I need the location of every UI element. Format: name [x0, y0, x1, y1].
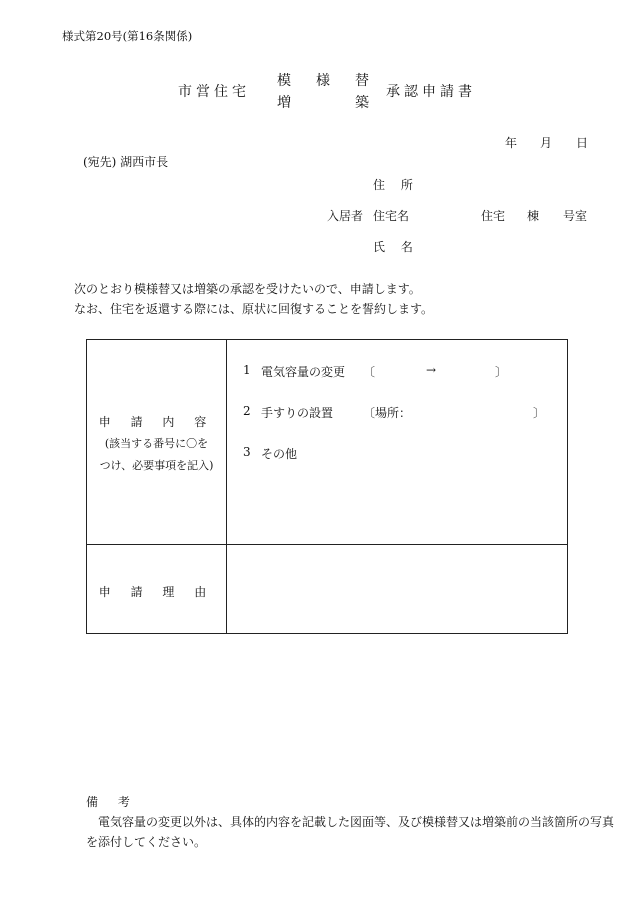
date-day-label: 日: [576, 136, 589, 150]
table-horizontal-divider: [87, 544, 567, 545]
title-stack-top-2: 様: [316, 73, 330, 89]
item-2-bracket-open: 〔場所：: [363, 406, 412, 420]
item-3-text: その他: [261, 447, 298, 461]
house-name-label: 住宅名: [373, 209, 410, 223]
room-label: 号室: [563, 209, 588, 223]
name-label: 氏 名: [373, 240, 419, 254]
item-2-number: 2: [243, 404, 251, 418]
item-2-text: 手すりの設置: [261, 406, 334, 420]
addressee: (宛先) 湖西市長: [83, 155, 169, 169]
resident-label: 入居者: [327, 209, 364, 223]
title-stack-top-1: 模: [277, 73, 291, 89]
remarks-line-1: 電気容量の変更以外は、具体的内容を記載した図面等、及び模様替又は増築前の当該箇所の写真: [98, 815, 615, 829]
form-number: 様式第20号(第16条関係): [62, 29, 193, 43]
item-1-bracket-close: 〕: [495, 365, 508, 379]
title-suffix: 承認申請書: [386, 84, 476, 100]
content-label: 申 請 内 容: [98, 415, 215, 429]
content-note-line-2: つけ、必要事項を記入): [99, 459, 214, 472]
item-3-number: 3: [243, 445, 251, 459]
title-stack-bottom-1: 増: [277, 95, 291, 111]
content-note-line-1: (該当する番号に〇を: [104, 437, 209, 450]
item-2-bracket-close: 〕: [533, 406, 546, 420]
date-month-label: 月: [540, 136, 553, 150]
application-table: [86, 339, 568, 634]
item-1-text: 電気容量の変更: [261, 365, 346, 379]
date-year-label: 年: [505, 136, 518, 150]
title-prefix: 市営住宅: [178, 84, 250, 100]
body-text-line-1: 次のとおり模様替又は増築の承認を受けたいので、申請します。: [74, 282, 421, 296]
title-stack-top-3: 替: [355, 73, 369, 89]
arrow-icon: →: [426, 363, 437, 377]
house-label: 住宅: [481, 209, 506, 223]
body-text-line-2: なお、住宅を返還する際には、原状に回復することを誓約します。: [74, 302, 434, 316]
title-stack-bottom-2: 築: [355, 95, 369, 111]
table-vertical-divider: [226, 340, 227, 633]
item-1-number: 1: [243, 363, 251, 377]
item-1-bracket-open: 〔: [363, 365, 376, 379]
remarks-title: 備 考: [86, 795, 138, 809]
reason-label: 申 請 理 由: [98, 585, 215, 599]
remarks-line-2: を添付してください。: [86, 835, 207, 849]
address-label: 住 所: [373, 178, 419, 192]
building-label: 棟: [527, 209, 540, 223]
